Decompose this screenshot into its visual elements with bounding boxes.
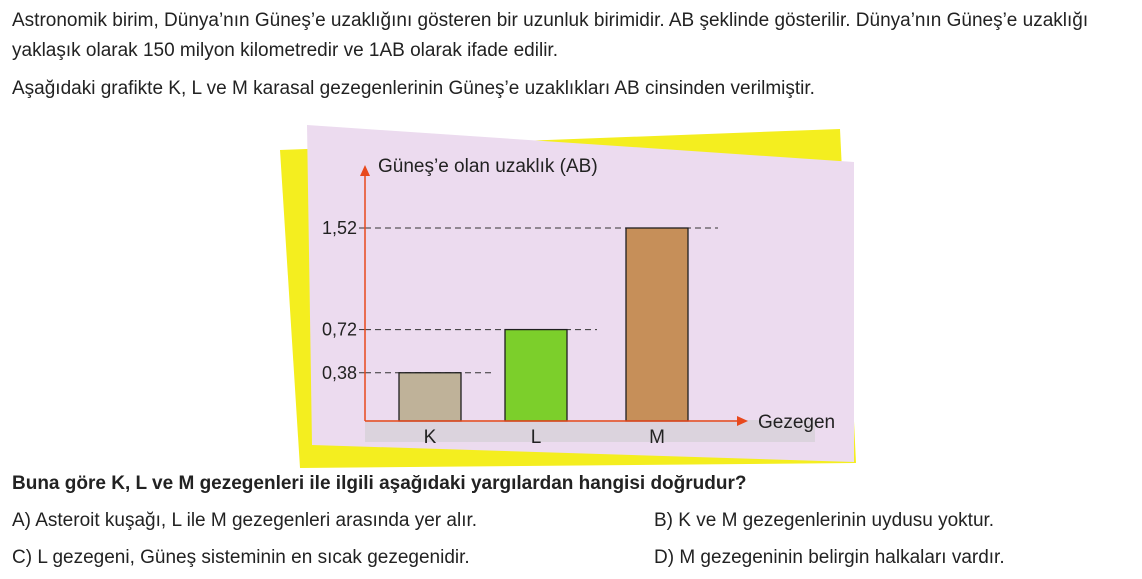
intro-paragraph-2: Aşağıdaki grafikte K, L ve M karasal gezegenlerinin Güneş’e uzaklıkları AB cinsinden verilmiştir. xyxy=(12,78,815,99)
option-b[interactable]: B) K ve M gezegenlerinin uydusu yoktur. xyxy=(654,510,995,531)
question-text: Buna göre K, L ve M gezegenleri ile ilgili aşağıdaki yargılardan hangisi doğrudur? xyxy=(12,473,747,494)
bar-L xyxy=(505,330,567,421)
x-axis-label: Gezegen xyxy=(758,412,836,433)
option-d[interactable]: D) M gezegeninin belirgin halkaları vardır. xyxy=(654,547,1005,568)
category-label-L: L xyxy=(530,427,542,448)
y-tick-label-0: 0,38 xyxy=(321,362,357,383)
bar-K xyxy=(399,373,461,421)
category-label-M: M xyxy=(649,427,665,448)
category-label-K: K xyxy=(423,427,437,448)
y-tick-label-2: 1,52 xyxy=(321,218,357,238)
bar-M xyxy=(626,228,688,421)
y-tick-label-1: 0,72 xyxy=(321,319,357,340)
option-c[interactable]: C) L gezegeni, Güneş sisteminin en sıcak gezegenidir. xyxy=(12,547,470,568)
y-axis-label: Güneş’e olan uzaklık (AB) xyxy=(378,156,598,177)
option-a[interactable]: A) Asteroit kuşağı, L ile M gezegenleri arasında yer alır. xyxy=(12,510,478,531)
intro-paragraph-1: Astronomik birim, Dünya’nın Güneş’e uzaklığını gösteren bir uzunluk birimidir. AB şeklinde gösterilir. Dünya’nın Güneş’e uzaklığı yaklaşık olarak 150 milyon kilometredir ve 1AB olarak ifade edilir. xyxy=(12,10,1089,61)
bar-chart xyxy=(280,125,860,470)
